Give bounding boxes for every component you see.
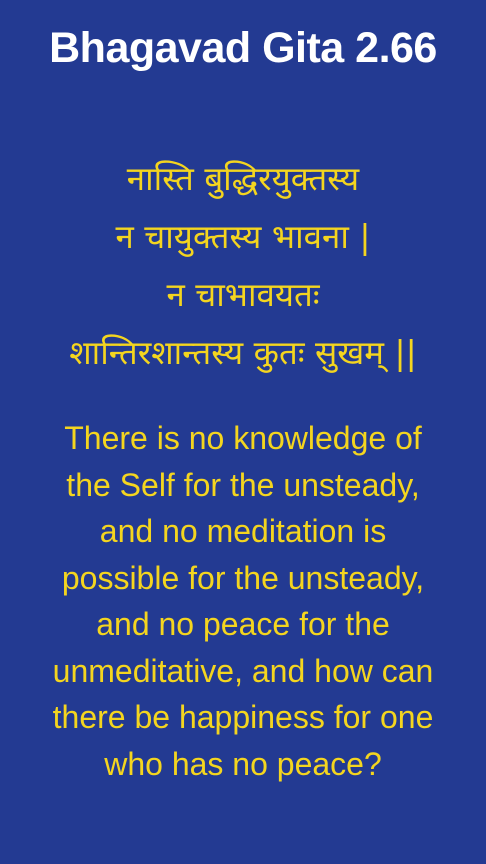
sanskrit-line: न चायुक्तस्य भावना |: [115, 217, 371, 256]
english-translation: [0, 415, 486, 787]
translation-line: possible for the unsteady,: [61, 559, 425, 596]
translation-line: and no meditation is: [99, 513, 387, 549]
verse-title: Bhagavad Gita 2.66: [49, 24, 437, 72]
translation-line: There is no knowledge of: [64, 420, 422, 456]
sanskrit-verse: [0, 150, 486, 382]
translation-line: unmeditative, and how can: [52, 652, 434, 689]
translation-line: there be happiness for one: [52, 699, 434, 735]
sanskrit-line: नास्ति बुद्धिरयुक्तस्य: [126, 159, 360, 198]
translation-line: and no peace for the: [96, 606, 390, 642]
translation-line: the Self for the unsteady,: [66, 466, 420, 503]
sanskrit-line: न चाभावयतः: [166, 275, 320, 314]
sanskrit-line: शान्तिरशान्तस्य कुतः सुखम् ||: [69, 333, 417, 372]
translation-line: who has no peace?: [104, 745, 382, 782]
